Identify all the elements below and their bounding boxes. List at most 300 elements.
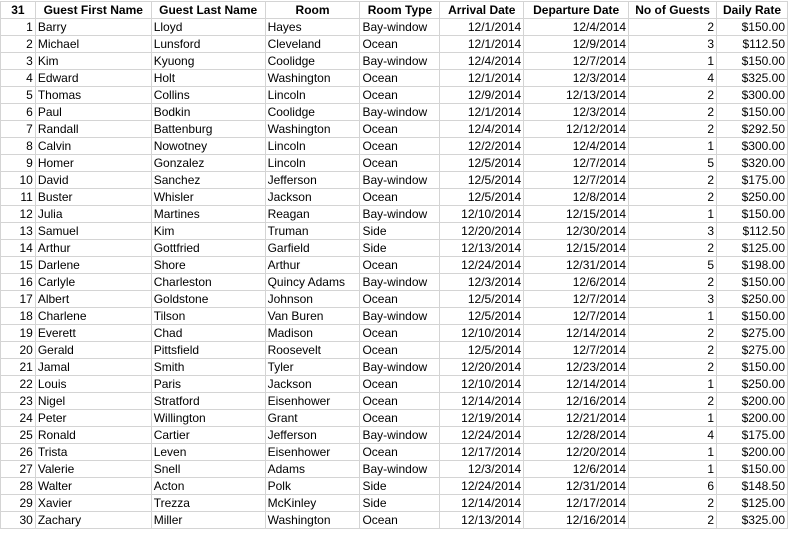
cell-first-name[interactable]: Thomas: [35, 87, 151, 104]
cell-last-name[interactable]: Paris: [151, 376, 265, 393]
cell-daily-rate[interactable]: $125.00: [717, 495, 788, 512]
cell-daily-rate[interactable]: $275.00: [717, 325, 788, 342]
cell-room[interactable]: Eisenhower: [265, 393, 360, 410]
cell-room[interactable]: Truman: [265, 223, 360, 240]
cell-room-type[interactable]: Ocean: [360, 512, 440, 529]
cell-no-of-guests[interactable]: 1: [629, 308, 717, 325]
cell-daily-rate[interactable]: $150.00: [717, 461, 788, 478]
cell-no-of-guests[interactable]: 5: [629, 257, 717, 274]
cell-first-name[interactable]: Buster: [35, 189, 151, 206]
cell-first-name[interactable]: Homer: [35, 155, 151, 172]
cell-room-type[interactable]: Ocean: [360, 393, 440, 410]
cell-arrival-date[interactable]: 12/1/2014: [440, 36, 524, 53]
cell-last-name[interactable]: Collins: [151, 87, 265, 104]
cell-departure-date[interactable]: 12/20/2014: [524, 444, 629, 461]
cell-row-number[interactable]: 6: [1, 104, 36, 121]
cell-first-name[interactable]: Barry: [35, 19, 151, 36]
cell-first-name[interactable]: Trista: [35, 444, 151, 461]
cell-row-number[interactable]: 11: [1, 189, 36, 206]
cell-no-of-guests[interactable]: 2: [629, 342, 717, 359]
cell-no-of-guests[interactable]: 2: [629, 87, 717, 104]
cell-row-number[interactable]: 20: [1, 342, 36, 359]
cell-arrival-date[interactable]: 12/20/2014: [440, 359, 524, 376]
cell-no-of-guests[interactable]: 2: [629, 325, 717, 342]
cell-row-number[interactable]: 10: [1, 172, 36, 189]
cell-departure-date[interactable]: 12/7/2014: [524, 172, 629, 189]
cell-first-name[interactable]: Kim: [35, 53, 151, 70]
cell-no-of-guests[interactable]: 2: [629, 172, 717, 189]
cell-last-name[interactable]: Goldstone: [151, 291, 265, 308]
cell-last-name[interactable]: Charleston: [151, 274, 265, 291]
cell-room[interactable]: Jefferson: [265, 427, 360, 444]
cell-row-number[interactable]: 5: [1, 87, 36, 104]
cell-room-type[interactable]: Ocean: [360, 410, 440, 427]
cell-arrival-date[interactable]: 12/9/2014: [440, 87, 524, 104]
cell-last-name[interactable]: Chad: [151, 325, 265, 342]
cell-row-number[interactable]: 28: [1, 478, 36, 495]
cell-row-number[interactable]: 21: [1, 359, 36, 376]
cell-departure-date[interactable]: 12/21/2014: [524, 410, 629, 427]
cell-daily-rate[interactable]: $275.00: [717, 342, 788, 359]
cell-room-type[interactable]: Bay-window: [360, 308, 440, 325]
cell-last-name[interactable]: Trezza: [151, 495, 265, 512]
cell-room-type[interactable]: Side: [360, 223, 440, 240]
cell-last-name[interactable]: Stratford: [151, 393, 265, 410]
cell-daily-rate[interactable]: $148.50: [717, 478, 788, 495]
cell-departure-date[interactable]: 12/3/2014: [524, 70, 629, 87]
cell-last-name[interactable]: Lunsford: [151, 36, 265, 53]
cell-row-number[interactable]: 27: [1, 461, 36, 478]
cell-no-of-guests[interactable]: 1: [629, 53, 717, 70]
cell-room-type[interactable]: Bay-window: [360, 274, 440, 291]
cell-departure-date[interactable]: 12/6/2014: [524, 461, 629, 478]
cell-arrival-date[interactable]: 12/5/2014: [440, 172, 524, 189]
cell-room[interactable]: Washington: [265, 121, 360, 138]
cell-row-number[interactable]: 23: [1, 393, 36, 410]
cell-departure-date[interactable]: 12/17/2014: [524, 495, 629, 512]
cell-no-of-guests[interactable]: 2: [629, 121, 717, 138]
cell-first-name[interactable]: Everett: [35, 325, 151, 342]
cell-departure-date[interactable]: 12/7/2014: [524, 342, 629, 359]
cell-room-type[interactable]: Side: [360, 240, 440, 257]
cell-arrival-date[interactable]: 12/2/2014: [440, 138, 524, 155]
cell-no-of-guests[interactable]: 2: [629, 495, 717, 512]
cell-daily-rate[interactable]: $175.00: [717, 427, 788, 444]
table-row: [1, 274, 788, 291]
table-row: [1, 359, 788, 376]
cell-first-name[interactable]: Carlyle: [35, 274, 151, 291]
cell-row-number[interactable]: 2: [1, 36, 36, 53]
cell-no-of-guests[interactable]: 5: [629, 155, 717, 172]
table-row: [1, 36, 788, 53]
table-row: [1, 87, 788, 104]
cell-room-type[interactable]: Ocean: [360, 189, 440, 206]
cell-last-name[interactable]: Martines: [151, 206, 265, 223]
cell-daily-rate[interactable]: $200.00: [717, 410, 788, 427]
cell-last-name[interactable]: Kyuong: [151, 53, 265, 70]
cell-first-name[interactable]: Albert: [35, 291, 151, 308]
cell-departure-date[interactable]: 12/16/2014: [524, 393, 629, 410]
cell-row-number[interactable]: 4: [1, 70, 36, 87]
cell-row-number[interactable]: 7: [1, 121, 36, 138]
cell-row-number[interactable]: 15: [1, 257, 36, 274]
cell-no-of-guests[interactable]: 3: [629, 223, 717, 240]
cell-row-number[interactable]: 14: [1, 240, 36, 257]
cell-daily-rate[interactable]: $300.00: [717, 87, 788, 104]
table-row: [1, 121, 788, 138]
cell-no-of-guests[interactable]: 2: [629, 393, 717, 410]
cell-row-number[interactable]: 8: [1, 138, 36, 155]
cell-room-type[interactable]: Bay-window: [360, 53, 440, 70]
cell-arrival-date[interactable]: 12/24/2014: [440, 427, 524, 444]
cell-daily-rate[interactable]: $200.00: [717, 444, 788, 461]
table-row: [1, 138, 788, 155]
cell-room[interactable]: Reagan: [265, 206, 360, 223]
cell-no-of-guests[interactable]: 1: [629, 461, 717, 478]
cell-departure-date[interactable]: 12/31/2014: [524, 478, 629, 495]
cell-first-name[interactable]: Nigel: [35, 393, 151, 410]
cell-last-name[interactable]: Nowotney: [151, 138, 265, 155]
table-row: [1, 155, 788, 172]
cell-room[interactable]: Jefferson: [265, 172, 360, 189]
cell-last-name[interactable]: Leven: [151, 444, 265, 461]
cell-first-name[interactable]: Edward: [35, 70, 151, 87]
cell-last-name[interactable]: Willington: [151, 410, 265, 427]
cell-departure-date[interactable]: 12/12/2014: [524, 121, 629, 138]
cell-arrival-date[interactable]: 12/5/2014: [440, 342, 524, 359]
table-body: [1, 19, 788, 529]
cell-arrival-date[interactable]: 12/5/2014: [440, 308, 524, 325]
cell-last-name[interactable]: Snell: [151, 461, 265, 478]
cell-departure-date[interactable]: 12/31/2014: [524, 257, 629, 274]
cell-room-type[interactable]: Bay-window: [360, 104, 440, 121]
cell-row-number[interactable]: 25: [1, 427, 36, 444]
cell-arrival-date[interactable]: 12/17/2014: [440, 444, 524, 461]
cell-daily-rate[interactable]: $150.00: [717, 206, 788, 223]
cell-room-type[interactable]: Ocean: [360, 257, 440, 274]
header-cell-guests[interactable]: No of Guests: [629, 2, 717, 19]
cell-arrival-date[interactable]: 12/1/2014: [440, 19, 524, 36]
cell-last-name[interactable]: Gonzalez: [151, 155, 265, 172]
cell-daily-rate[interactable]: $198.00: [717, 257, 788, 274]
cell-arrival-date[interactable]: 12/1/2014: [440, 104, 524, 121]
cell-room[interactable]: Coolidge: [265, 53, 360, 70]
cell-row-number[interactable]: 9: [1, 155, 36, 172]
cell-room-type[interactable]: Side: [360, 495, 440, 512]
cell-room-type[interactable]: Bay-window: [360, 461, 440, 478]
cell-room[interactable]: Grant: [265, 410, 360, 427]
cell-first-name[interactable]: Michael: [35, 36, 151, 53]
cell-first-name[interactable]: Julia: [35, 206, 151, 223]
cell-no-of-guests[interactable]: 2: [629, 240, 717, 257]
cell-first-name[interactable]: Darlene: [35, 257, 151, 274]
cell-departure-date[interactable]: 12/7/2014: [524, 291, 629, 308]
cell-room-type[interactable]: Side: [360, 478, 440, 495]
cell-arrival-date[interactable]: 12/13/2014: [440, 512, 524, 529]
cell-arrival-date[interactable]: 12/10/2014: [440, 376, 524, 393]
cell-daily-rate[interactable]: $150.00: [717, 104, 788, 121]
cell-departure-date[interactable]: 12/4/2014: [524, 19, 629, 36]
cell-departure-date[interactable]: 12/7/2014: [524, 155, 629, 172]
header-cell-first-name[interactable]: Guest First Name: [35, 2, 151, 19]
cell-room-type[interactable]: Ocean: [360, 36, 440, 53]
cell-no-of-guests[interactable]: 1: [629, 376, 717, 393]
guest-bookings-table: [0, 1, 788, 529]
cell-last-name[interactable]: Bodkin: [151, 104, 265, 121]
cell-departure-date[interactable]: 12/28/2014: [524, 427, 629, 444]
cell-first-name[interactable]: Xavier: [35, 495, 151, 512]
cell-daily-rate[interactable]: $150.00: [717, 274, 788, 291]
cell-departure-date[interactable]: 12/8/2014: [524, 189, 629, 206]
cell-first-name[interactable]: Paul: [35, 104, 151, 121]
cell-first-name[interactable]: Calvin: [35, 138, 151, 155]
cell-row-number[interactable]: 19: [1, 325, 36, 342]
table-row: [1, 172, 788, 189]
table-row: [1, 444, 788, 461]
cell-arrival-date[interactable]: 12/10/2014: [440, 206, 524, 223]
cell-last-name[interactable]: Sanchez: [151, 172, 265, 189]
cell-last-name[interactable]: Kim: [151, 223, 265, 240]
cell-daily-rate[interactable]: $125.00: [717, 240, 788, 257]
cell-row-number[interactable]: 30: [1, 512, 36, 529]
cell-row-number[interactable]: 22: [1, 376, 36, 393]
cell-daily-rate[interactable]: $175.00: [717, 172, 788, 189]
cell-row-number[interactable]: 12: [1, 206, 36, 223]
cell-first-name[interactable]: David: [35, 172, 151, 189]
cell-departure-date[interactable]: 12/6/2014: [524, 274, 629, 291]
cell-room[interactable]: Lincoln: [265, 87, 360, 104]
cell-daily-rate[interactable]: $112.50: [717, 223, 788, 240]
cell-no-of-guests[interactable]: 2: [629, 359, 717, 376]
cell-arrival-date[interactable]: 12/13/2014: [440, 240, 524, 257]
cell-room[interactable]: Eisenhower: [265, 444, 360, 461]
table-row: [1, 461, 788, 478]
cell-no-of-guests[interactable]: 1: [629, 444, 717, 461]
cell-daily-rate[interactable]: $250.00: [717, 376, 788, 393]
table-row: [1, 189, 788, 206]
cell-room[interactable]: Cleveland: [265, 36, 360, 53]
cell-arrival-date[interactable]: 12/4/2014: [440, 53, 524, 70]
cell-first-name[interactable]: Peter: [35, 410, 151, 427]
cell-first-name[interactable]: Randall: [35, 121, 151, 138]
cell-last-name[interactable]: Lloyd: [151, 19, 265, 36]
cell-room-type[interactable]: Ocean: [360, 70, 440, 87]
cell-daily-rate[interactable]: $150.00: [717, 53, 788, 70]
cell-no-of-guests[interactable]: 1: [629, 138, 717, 155]
header-cell-arrival-date[interactable]: Arrival Date: [440, 2, 524, 19]
cell-no-of-guests[interactable]: 4: [629, 70, 717, 87]
cell-no-of-guests[interactable]: 1: [629, 206, 717, 223]
cell-room-type[interactable]: Ocean: [360, 342, 440, 359]
cell-room[interactable]: Washington: [265, 70, 360, 87]
cell-daily-rate[interactable]: $150.00: [717, 359, 788, 376]
cell-no-of-guests[interactable]: 4: [629, 427, 717, 444]
cell-first-name[interactable]: Charlene: [35, 308, 151, 325]
cell-daily-rate[interactable]: $300.00: [717, 138, 788, 155]
cell-room-type[interactable]: Ocean: [360, 138, 440, 155]
cell-room[interactable]: Arthur: [265, 257, 360, 274]
table-row: [1, 410, 788, 427]
cell-room-type[interactable]: Ocean: [360, 291, 440, 308]
cell-daily-rate[interactable]: $112.50: [717, 36, 788, 53]
cell-first-name[interactable]: Valerie: [35, 461, 151, 478]
header-row: [1, 2, 788, 19]
table-row: [1, 393, 788, 410]
cell-last-name[interactable]: Gottfried: [151, 240, 265, 257]
cell-first-name[interactable]: Samuel: [35, 223, 151, 240]
cell-departure-date[interactable]: 12/15/2014: [524, 240, 629, 257]
cell-departure-date[interactable]: 12/16/2014: [524, 512, 629, 529]
cell-arrival-date[interactable]: 12/3/2014: [440, 274, 524, 291]
cell-departure-date[interactable]: 12/9/2014: [524, 36, 629, 53]
header-cell-room-type[interactable]: Room Type: [360, 2, 440, 19]
cell-daily-rate[interactable]: $320.00: [717, 155, 788, 172]
cell-room[interactable]: Washington: [265, 512, 360, 529]
cell-room-type[interactable]: Ocean: [360, 121, 440, 138]
cell-arrival-date[interactable]: 12/14/2014: [440, 495, 524, 512]
cell-last-name[interactable]: Smith: [151, 359, 265, 376]
cell-row-number[interactable]: 1: [1, 19, 36, 36]
cell-no-of-guests[interactable]: 2: [629, 19, 717, 36]
cell-no-of-guests[interactable]: 3: [629, 36, 717, 53]
cell-first-name[interactable]: Louis: [35, 376, 151, 393]
cell-last-name[interactable]: Holt: [151, 70, 265, 87]
cell-row-number[interactable]: 3: [1, 53, 36, 70]
cell-arrival-date[interactable]: 12/14/2014: [440, 393, 524, 410]
cell-room-type[interactable]: Bay-window: [360, 19, 440, 36]
cell-room[interactable]: Jackson: [265, 189, 360, 206]
cell-departure-date[interactable]: 12/13/2014: [524, 87, 629, 104]
cell-daily-rate[interactable]: $325.00: [717, 512, 788, 529]
cell-room-type[interactable]: Bay-window: [360, 359, 440, 376]
table-row: [1, 223, 788, 240]
cell-daily-rate[interactable]: $150.00: [717, 308, 788, 325]
cell-arrival-date[interactable]: 12/20/2014: [440, 223, 524, 240]
cell-last-name[interactable]: Miller: [151, 512, 265, 529]
cell-daily-rate[interactable]: $200.00: [717, 393, 788, 410]
cell-arrival-date[interactable]: 12/5/2014: [440, 155, 524, 172]
cell-departure-date[interactable]: 12/4/2014: [524, 138, 629, 155]
cell-no-of-guests[interactable]: 2: [629, 104, 717, 121]
cell-room[interactable]: Van Buren: [265, 308, 360, 325]
cell-first-name[interactable]: Walter: [35, 478, 151, 495]
cell-room[interactable]: Tyler: [265, 359, 360, 376]
cell-room-type[interactable]: Bay-window: [360, 427, 440, 444]
cell-no-of-guests[interactable]: 2: [629, 512, 717, 529]
header-cell-count[interactable]: 31: [1, 2, 36, 19]
cell-no-of-guests[interactable]: 6: [629, 478, 717, 495]
cell-last-name[interactable]: Tilson: [151, 308, 265, 325]
cell-first-name[interactable]: Arthur: [35, 240, 151, 257]
cell-daily-rate[interactable]: $292.50: [717, 121, 788, 138]
cell-arrival-date[interactable]: 12/5/2014: [440, 291, 524, 308]
cell-row-number[interactable]: 18: [1, 308, 36, 325]
header-cell-daily-rate[interactable]: Daily Rate: [717, 2, 788, 19]
header-cell-last-name[interactable]: Guest Last Name: [151, 2, 265, 19]
cell-room-type[interactable]: Ocean: [360, 444, 440, 461]
cell-room[interactable]: McKinley: [265, 495, 360, 512]
cell-last-name[interactable]: Shore: [151, 257, 265, 274]
cell-no-of-guests[interactable]: 2: [629, 274, 717, 291]
cell-row-number[interactable]: 29: [1, 495, 36, 512]
cell-room[interactable]: Madison: [265, 325, 360, 342]
cell-room[interactable]: Hayes: [265, 19, 360, 36]
table-row: [1, 53, 788, 70]
cell-arrival-date[interactable]: 12/3/2014: [440, 461, 524, 478]
cell-row-number[interactable]: 13: [1, 223, 36, 240]
cell-room-type[interactable]: Ocean: [360, 87, 440, 104]
cell-room[interactable]: Jackson: [265, 376, 360, 393]
cell-room-type[interactable]: Ocean: [360, 155, 440, 172]
cell-departure-date[interactable]: 12/3/2014: [524, 104, 629, 121]
header-cell-departure-date[interactable]: Departure Date: [524, 2, 629, 19]
cell-room-type[interactable]: Bay-window: [360, 172, 440, 189]
cell-daily-rate[interactable]: $325.00: [717, 70, 788, 87]
cell-departure-date[interactable]: 12/14/2014: [524, 325, 629, 342]
cell-daily-rate[interactable]: $250.00: [717, 291, 788, 308]
cell-daily-rate[interactable]: $150.00: [717, 19, 788, 36]
cell-last-name[interactable]: Acton: [151, 478, 265, 495]
cell-first-name[interactable]: Jamal: [35, 359, 151, 376]
cell-room[interactable]: Lincoln: [265, 138, 360, 155]
cell-room[interactable]: Roosevelt: [265, 342, 360, 359]
cell-row-number[interactable]: 17: [1, 291, 36, 308]
cell-departure-date[interactable]: 12/7/2014: [524, 308, 629, 325]
table-row: [1, 495, 788, 512]
cell-first-name[interactable]: Zachary: [35, 512, 151, 529]
cell-departure-date[interactable]: 12/7/2014: [524, 53, 629, 70]
cell-no-of-guests[interactable]: 3: [629, 291, 717, 308]
cell-room[interactable]: Coolidge: [265, 104, 360, 121]
cell-room-type[interactable]: Ocean: [360, 325, 440, 342]
cell-departure-date[interactable]: 12/30/2014: [524, 223, 629, 240]
cell-arrival-date[interactable]: 12/4/2014: [440, 121, 524, 138]
cell-no-of-guests[interactable]: 1: [629, 410, 717, 427]
cell-arrival-date[interactable]: 12/5/2014: [440, 189, 524, 206]
cell-last-name[interactable]: Battenburg: [151, 121, 265, 138]
cell-row-number[interactable]: 26: [1, 444, 36, 461]
cell-departure-date[interactable]: 12/15/2014: [524, 206, 629, 223]
cell-room[interactable]: Garfield: [265, 240, 360, 257]
cell-last-name[interactable]: Whisler: [151, 189, 265, 206]
cell-arrival-date[interactable]: 12/19/2014: [440, 410, 524, 427]
cell-room[interactable]: Polk: [265, 478, 360, 495]
cell-arrival-date[interactable]: 12/24/2014: [440, 257, 524, 274]
cell-arrival-date[interactable]: 12/10/2014: [440, 325, 524, 342]
cell-departure-date[interactable]: 12/23/2014: [524, 359, 629, 376]
cell-room-type[interactable]: Bay-window: [360, 206, 440, 223]
cell-departure-date[interactable]: 12/14/2014: [524, 376, 629, 393]
cell-arrival-date[interactable]: 12/24/2014: [440, 478, 524, 495]
table-row: [1, 478, 788, 495]
header-cell-room[interactable]: Room: [265, 2, 360, 19]
cell-room[interactable]: Lincoln: [265, 155, 360, 172]
cell-room-type[interactable]: Ocean: [360, 376, 440, 393]
cell-arrival-date[interactable]: 12/1/2014: [440, 70, 524, 87]
cell-row-number[interactable]: 24: [1, 410, 36, 427]
cell-first-name[interactable]: Gerald: [35, 342, 151, 359]
cell-daily-rate[interactable]: $250.00: [717, 189, 788, 206]
cell-room[interactable]: Quincy Adams: [265, 274, 360, 291]
table-row: [1, 70, 788, 87]
cell-last-name[interactable]: Cartier: [151, 427, 265, 444]
cell-room[interactable]: Adams: [265, 461, 360, 478]
cell-no-of-guests[interactable]: 2: [629, 189, 717, 206]
cell-last-name[interactable]: Pittsfield: [151, 342, 265, 359]
cell-row-number[interactable]: 16: [1, 274, 36, 291]
cell-room[interactable]: Johnson: [265, 291, 360, 308]
cell-first-name[interactable]: Ronald: [35, 427, 151, 444]
